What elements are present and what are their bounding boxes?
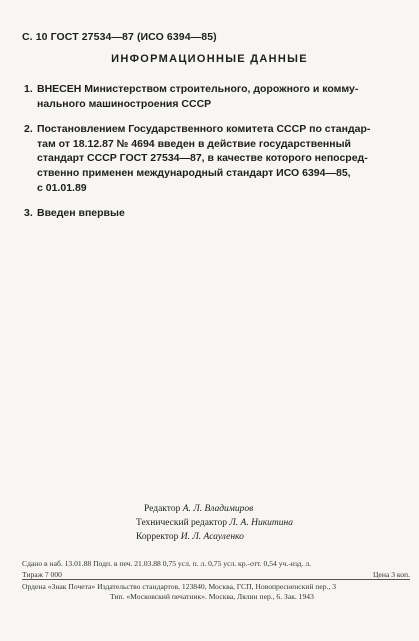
item-line: Введен впервые [37, 207, 125, 220]
divider [22, 579, 410, 580]
item-number: 3. [24, 207, 33, 220]
printer-line: Тип. «Московский печатник». Москва, Лялин пер., 6. Зак. 1943 [110, 591, 314, 601]
imprint-details: Сдано в наб. 13.01.88 Подп. в печ. 21.03.88 0,75 усл. п. л. 0,75 усл. кр.-отт. 0,54 уч.-изд. л. [22, 559, 312, 568]
item-number: 2. [24, 123, 33, 136]
tech-editor-credit [0, 516, 419, 530]
tech-editor-name: Л. А. Никитина [229, 518, 293, 528]
info-item-1 [24, 82, 410, 111]
item-text [37, 82, 410, 111]
proofreader-role: Корректор [136, 532, 179, 542]
item-line: с 01.01.89 [37, 181, 87, 194]
imprint-line-1 [22, 559, 410, 570]
editor-name: А. Л. Владимиров [182, 504, 254, 514]
price: Цена 3 коп. [373, 569, 410, 579]
item-line: стандарт СССР ГОСТ 27534—87, в качестве которого непосред- [37, 152, 368, 165]
item-line: ственно применен международный стандарт ИСО 6394—85, [37, 166, 351, 179]
publisher-info [22, 582, 412, 602]
publisher-line: Ордена «Знак Почета» Издательство стандартов, 123840, Москва, ГСП, Новопресненский пер., 3 [22, 582, 337, 591]
page-header: С. 10 ГОСТ 27534—87 (ИСО 6394—85) [22, 31, 217, 43]
item-number: 1. [24, 83, 33, 95]
info-item-2 [24, 122, 410, 195]
print-imprint [22, 559, 410, 580]
tech-editor-role: Технический редактор [136, 518, 227, 528]
proofreader-name: И. Л. Асауленко [180, 532, 244, 542]
print-run: Тираж 7 000 [22, 569, 62, 579]
item-line: Постановлением Государственного комитета СССР по стандар- [37, 123, 371, 136]
item-line: там от 18.12.87 № 4694 введен в действие государственный [37, 137, 352, 150]
item-line: ВНЕСЕН Министерством строительного, дорожного и комму- [37, 83, 359, 95]
proofreader-credit [0, 530, 419, 544]
item-text [37, 206, 410, 221]
item-text [37, 122, 410, 195]
editor-credit [0, 502, 419, 516]
information-items [24, 82, 410, 232]
editor-role: Редактор [144, 504, 181, 514]
document-title: ИНФОРМАЦИОННЫЕ ДАННЫЕ [111, 53, 308, 65]
item-line: нального машиностроения СССР [37, 97, 212, 110]
info-item-3 [24, 206, 410, 221]
credits [0, 502, 419, 544]
